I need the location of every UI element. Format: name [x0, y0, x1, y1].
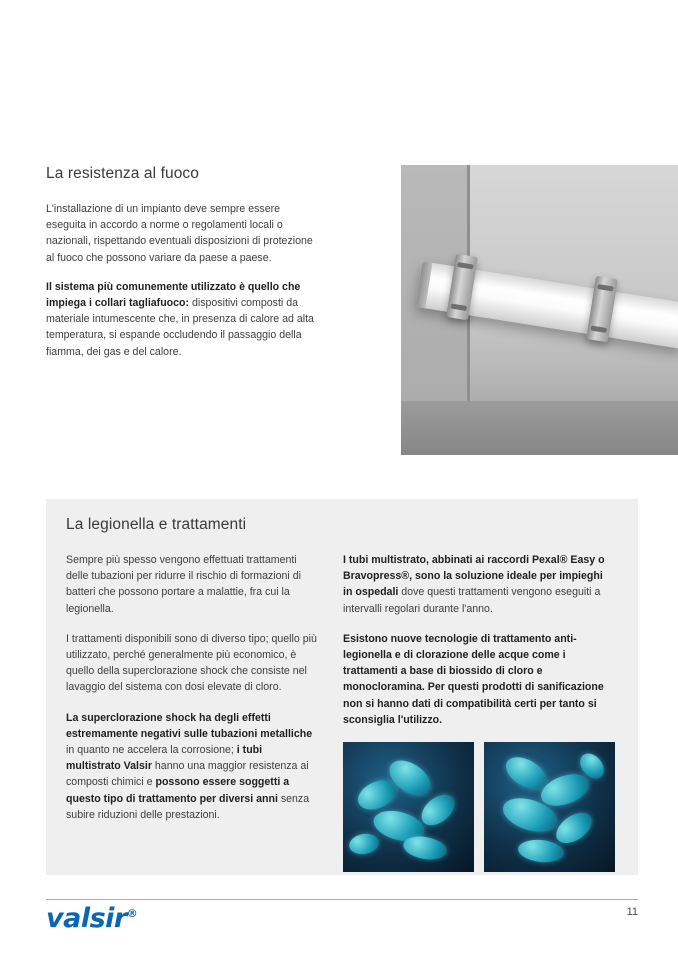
- footer-divider: [46, 899, 638, 900]
- photo-floor: [401, 401, 678, 455]
- paragraph-text-3: senza subire riduzioni delle prestazioni.: [66, 792, 310, 821]
- page-title: La resistenza al fuoco: [46, 165, 199, 182]
- legionella-left-column: [66, 552, 319, 872]
- paragraph-text: I trattamenti disponibili sono di diverso tipo; quello più utilizzato, perché generalmente più economico, è quello della superclorazione shock che consiste nel lavaggio del sistema con dosi elevate di cloro.: [66, 632, 317, 694]
- logo-text: valsir: [46, 903, 127, 934]
- paragraph: [66, 710, 319, 823]
- pipe-fire-collars-photo: [401, 165, 678, 455]
- section-fire-resistance: [46, 165, 638, 373]
- legionella-right-column: [343, 552, 615, 872]
- paragraph-text: dispositivi composti da materiale intumescente che, in presenza di calore ad alta temperatura, si espande occludendo il passaggio della fiamma, dei gas e del calore.: [46, 297, 314, 358]
- paragraph-lead: I tubi multistrato, abbinati ai raccordi Pexal® Easy o Bravopress®, sono la soluzione ideale per impieghi in ospedali: [343, 554, 605, 599]
- collar-bolt: [457, 262, 474, 269]
- paragraph-lead: La superclorazione shock ha degli effetti estremamente negativi sulle tubazioni metalliche: [66, 711, 313, 740]
- paragraph-text: dove questi trattamenti vengono eseguiti a intervalli regolari durante l'anno.: [343, 586, 601, 615]
- paragraph: [66, 552, 319, 617]
- paragraph: [66, 631, 319, 696]
- bacteria-photo-1: [343, 742, 474, 872]
- section-legionella-title: La legionella e trattamenti: [66, 516, 247, 533]
- collar-bolt: [451, 304, 468, 311]
- bacteria-photo-row: [343, 742, 615, 872]
- paragraph: [46, 201, 318, 266]
- paragraph-lead: Esistono nuove tecnologie di trattamento anti-legionella e di clorazione delle acque come i trattamenti a base di biossido di cloro e monocloramina. Per questi prodotti di sanificazione non si hanno dati di compatibilità certi per tanto si sconsiglia l'utilizzo.: [343, 632, 604, 726]
- paragraph: [343, 631, 615, 728]
- section-legionella: [46, 499, 638, 875]
- collar-bolt: [591, 326, 608, 333]
- paragraph: [343, 552, 615, 617]
- logo-registered-mark: ®: [126, 907, 138, 920]
- valsir-logo: [46, 903, 137, 934]
- paragraph: [46, 279, 318, 360]
- bacteria-photo-2: [484, 742, 615, 872]
- paragraph-lead: Il sistema più comunemente utilizzato è quello che impiega i collari tagliafuoco:: [46, 280, 301, 310]
- paragraph-lead-3: possono essere soggetti a questo tipo di trattamento per diversi anni: [66, 776, 290, 805]
- paragraph-text: Sempre più spesso vengono effettuati trattamenti delle tubazioni per ridurre il rischio di formazioni di batteri che possono portare a malattie, fra cui la legionella.: [66, 554, 301, 615]
- paragraph-text: in quanto ne accelera la corrosione;: [66, 744, 237, 757]
- paragraph-text: L'installazione di un impianto deve sempre essere eseguita in accordo a norme o regolamenti locali o nazionali, rispettando eventuali disposizioni di protezione al fuoco che possono variare da paese a paese.: [46, 203, 313, 264]
- fire-resistance-text-column: [46, 165, 336, 373]
- paragraph-text-2: hanno una maggior resistenza ai composti chimici e: [66, 760, 309, 789]
- collar-bolt: [597, 284, 614, 291]
- page-number: 11: [626, 906, 638, 918]
- paragraph-lead-2: i tubi multistrato Valsir: [66, 744, 263, 773]
